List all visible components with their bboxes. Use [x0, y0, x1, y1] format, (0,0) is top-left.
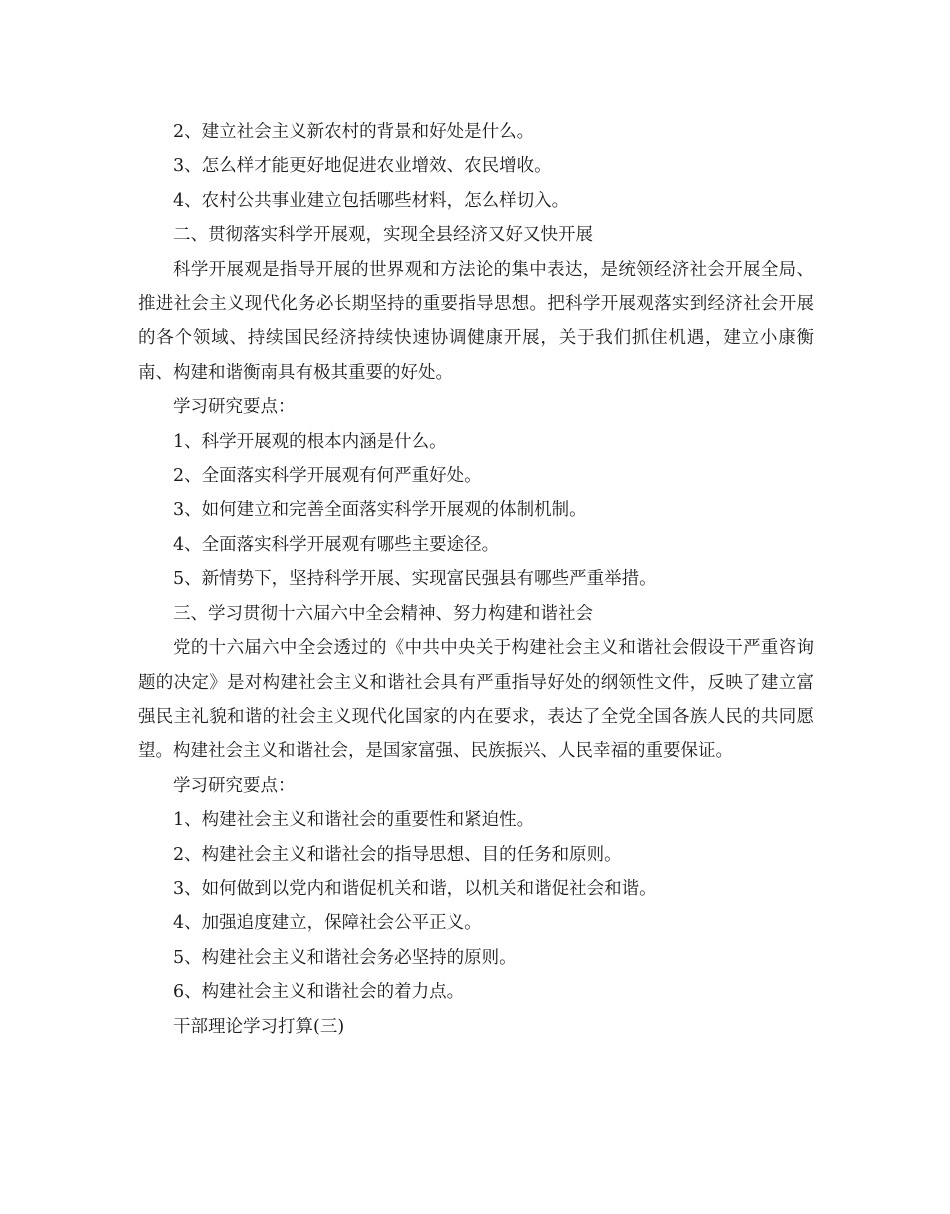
document-body	[138, 115, 814, 1044]
subheading: 学习研究要点：	[173, 397, 296, 418]
list-item: 2、构建社会主义和谐社会的指导思想、目的任务和原则。	[173, 844, 622, 865]
list-item: 2、建立社会主义新农村的背景和好处是什么。	[173, 122, 535, 142]
list-item: 2、全面落实科学开展观有何严重好处。	[173, 466, 482, 487]
list-item: 3、如何做到以党内和谐促机关和谐，以机关和谐促社会和谐。	[173, 878, 657, 899]
section-heading: 二、贯彻落实科学开展观，实现全县经济又好又快开展	[173, 225, 593, 246]
list-item: 5、新情势下，坚持科学开展、实现富民强县有哪些严重举措。	[173, 569, 657, 590]
list-item: 1、构建社会主义和谐社会的重要性和紧迫性。	[173, 810, 535, 831]
list-item: 3、如何建立和完善全面落实科学开展观的体制机制。	[173, 500, 587, 521]
body-paragraph: 科学开展观是指导开展的世界观和方法论的集中表达，是统领经济社会开展全局、推进社会主义现代化务必长期坚持的重要指导思想。把科学开展观落实到经济社会开展的各个领域、持续国民经济持续快速协调健康开展，关于我们抓住机遇，建立小康衡南、构建和谐衡南具有极其重要的好处。	[138, 259, 814, 383]
section-heading: 干部理论学习打算(三)	[173, 1016, 345, 1037]
list-item: 5、构建社会主义和谐社会务必坚持的原则。	[173, 947, 517, 968]
list-item: 3、怎么样才能更好地促进农业增效、农民增收。	[173, 156, 552, 177]
section-heading: 三、学习贯彻十六届六中全会精神、努力构建和谐社会	[173, 603, 593, 624]
list-item: 4、全面落实科学开展观有哪些主要途径。	[173, 534, 500, 555]
list-item: 1、科学开展观的根本内涵是什么。	[173, 431, 447, 452]
list-item: 4、加强追度建立，保障社会公平正义。	[173, 913, 482, 934]
subheading: 学习研究要点：	[173, 775, 296, 796]
list-item: 4、农村公共事业建立包括哪些材料，怎么样切入。	[173, 190, 570, 211]
list-item: 6、构建社会主义和谐社会的着力点。	[173, 982, 465, 1003]
body-paragraph: 党的十六届六中全会透过的《中共中央关于构建社会主义和谐社会假设干严重咨询题的决定》是对构建社会主义和谐社会具有严重指导好处的纲领性文件，反映了建立富强民主礼貌和谐的社会主义现代化国家的内在要求，表达了全党全国各族人民的共同愿望。构建社会主义和谐社会，是国家富强、民族振兴、人民幸福的重要保证。	[138, 638, 814, 762]
